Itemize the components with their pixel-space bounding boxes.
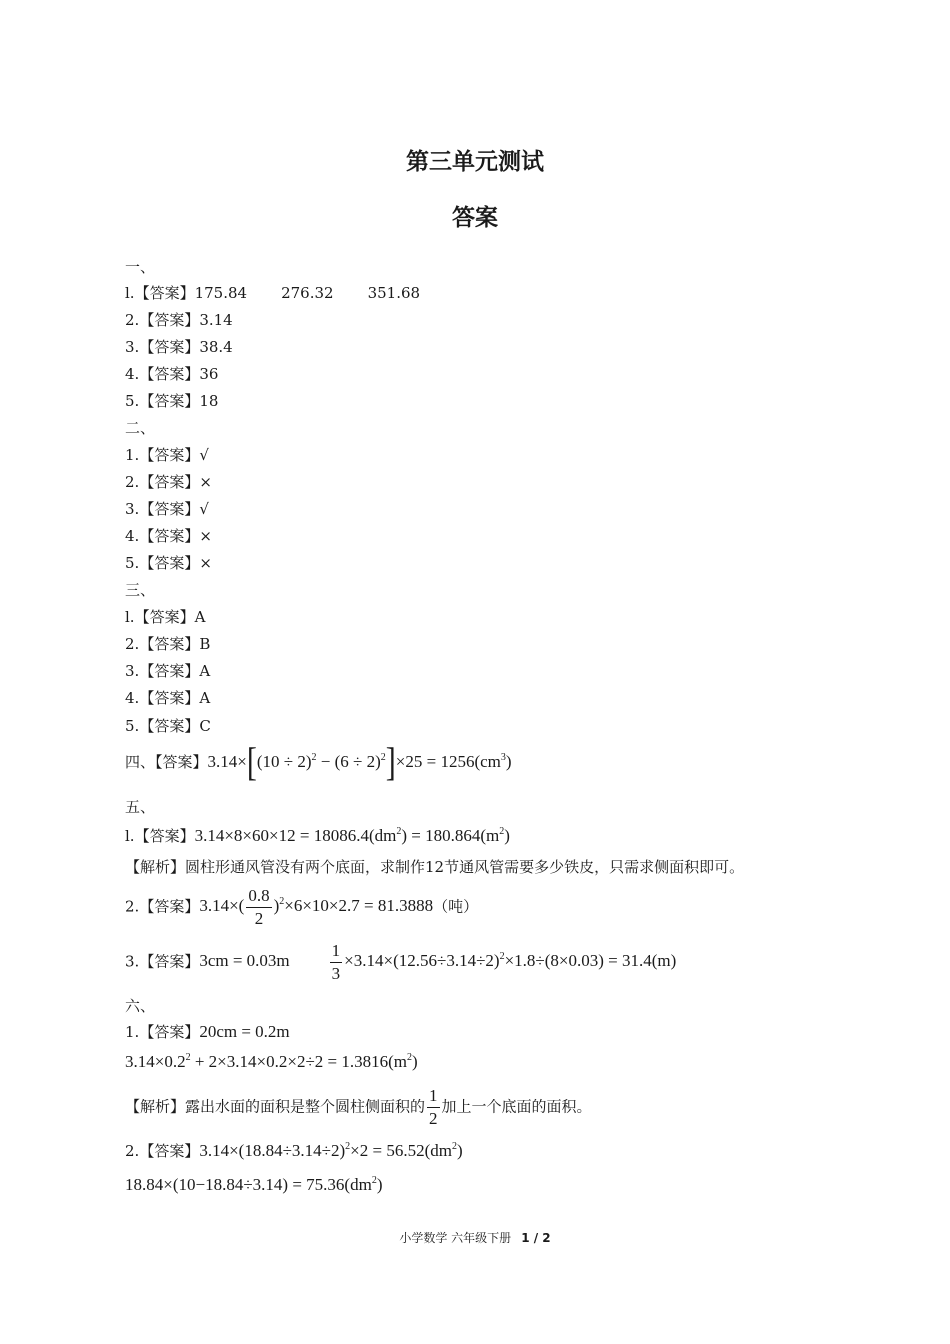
answer-line: 5.【答案】× (125, 554, 212, 572)
answer-line: 3.【答案】38.4 (125, 338, 233, 356)
section-heading-6: 六、 (125, 997, 156, 1015)
answer-line: 5.【答案】18 (125, 392, 219, 410)
section-heading-1: 一、 (125, 258, 156, 276)
formula-line: $18.84\times(10-18.84\div 3.14) = 75.36(dm^2)$ (125, 1175, 383, 1194)
page-footer (0, 1229, 950, 1246)
fraction: $\frac{1}{2}$ (429, 1086, 438, 1128)
answer-line: 3.【答案】3cm = 0.03m $\frac{1}{3}$ $\times 3.14\times(12.56\div 3.14\div 2)^2\times 1.8\div(8\times 0.03) = 31.4(m)$ (125, 941, 677, 983)
answer-line: 3.【答案】√ (125, 500, 209, 518)
footer-text: 小学数学 六年级下册 (399, 1231, 512, 1245)
section-heading-2: 二、 (125, 419, 156, 437)
answer-line: 2.【答案】$3.14\times(18.84\div 3.14\div 2)^2\times 2 = 56.52(dm^2)$ (125, 1141, 463, 1160)
answer-line: 2.【答案】3.14 (125, 311, 233, 329)
fraction: $\frac{0.8}{2}$ (248, 886, 270, 928)
answer-line: l.【答案】175.84 276.32 351.68 (125, 284, 421, 302)
page-subtitle: 答案 (452, 205, 498, 231)
analysis-line: 【解析】露出水面的面积是整个圆柱侧面积的 $\frac{1}{2}$ 加上一个底面的面积。 (125, 1086, 592, 1128)
answer-line: 2.【答案】× (125, 473, 212, 491)
page-number: 1 / 2 (521, 1231, 551, 1245)
answer-line: 2.【答案】B (125, 635, 211, 653)
answer-line: 4.【答案】36 (125, 365, 219, 383)
answer-line: 1.【答案】20cm = 0.2m (125, 1022, 290, 1041)
analysis-line: 【解析】圆柱形通风管没有两个底面，求制作12节通风管需要多少铁皮，只需求侧面积即可。 (125, 858, 745, 876)
fraction: $\frac{1}{3}$ (331, 941, 341, 983)
answer-line: 3.【答案】A (125, 662, 211, 680)
section-heading-5: 五、 (125, 798, 156, 816)
section-heading-4: 四、 (125, 753, 156, 771)
answer-line-section-4: 四、【答案】$3.14\times[(10 \div 2)^2 - (6 \div 2)^2]\times 25 = 1256(cm^3)$ (125, 740, 512, 785)
page-title: 第三单元测试 (406, 149, 544, 175)
answer-line: 2.【答案】3.14×( $\frac{0.8}{2}$ )$^2$×6×10×2.7 = 81.3888（吨） (125, 886, 479, 928)
formula-line: $3.14\times 0.2^2 + 2\times 3.14\times 0.2\times 2\div 2 = 1.3816(m^2)$ (125, 1052, 418, 1071)
answer-line: 5.【答案】C (125, 717, 211, 735)
answer-line: 1.【答案】√ (125, 446, 209, 464)
answer-line: l.【答案】A (125, 608, 206, 626)
answer-line: 4.【答案】A (125, 689, 211, 707)
answer-line: 4.【答案】× (125, 527, 212, 545)
section-heading-3: 三、 (125, 581, 156, 599)
answer-line: l.【答案】$3.14\times 8\times 60\times 12 = 18086.4(dm^2) = 180.864(m^2)$ (125, 826, 510, 845)
